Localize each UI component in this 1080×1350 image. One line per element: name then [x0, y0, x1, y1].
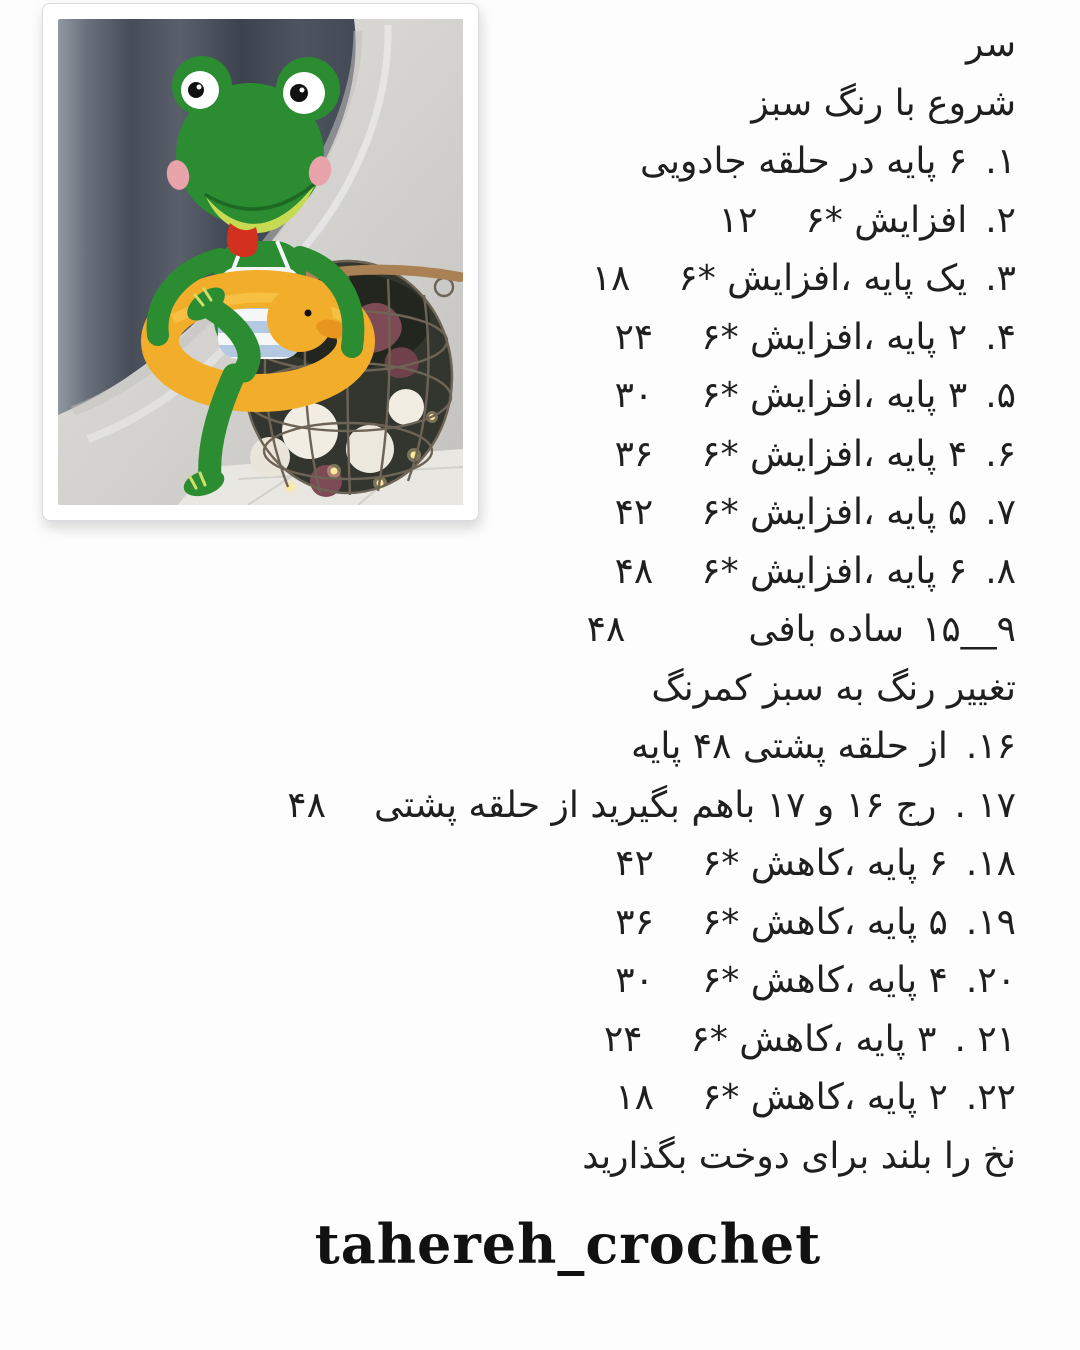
- row-count: ۱۸: [615, 1077, 654, 1118]
- row-text: ۵ پایه ،افزایش *۶: [701, 492, 968, 533]
- row-number: ۱۶.: [965, 726, 1016, 767]
- pattern-start-note: شروع با رنگ سبز: [751, 82, 1016, 124]
- row-number: ۲۰.: [965, 960, 1016, 1001]
- row-number: ۱.: [985, 141, 1016, 182]
- row-count: ۱۸: [591, 258, 631, 299]
- pattern-row: [186, 894, 1016, 953]
- row-text: ساده بافی: [748, 609, 904, 650]
- pattern-row: [186, 1069, 1016, 1128]
- row-text: ۲ پایه ،کاهش *۶: [701, 1077, 948, 1118]
- pattern-row: [186, 952, 1016, 1011]
- pattern-row: [186, 367, 1016, 426]
- row-number: ۶.: [985, 433, 1016, 475]
- row-number: ۱۷ .: [954, 784, 1016, 826]
- row-number: ۲.: [985, 199, 1016, 241]
- row-text: ۶ پایه ،کاهش *۶: [701, 843, 948, 884]
- row-text: ۳ پایه ،کاهش *۶: [690, 1018, 937, 1060]
- pattern-row: [186, 250, 1016, 309]
- row-number: ۱۹.: [965, 901, 1016, 943]
- row-text: رج ۱۶ و ۱۷ باهم بگیرید از حلقه پشتی: [373, 784, 937, 826]
- row-text: از حلقه پشتی ۴۸ پایه: [631, 726, 948, 767]
- pattern-row: [186, 426, 1016, 485]
- row-text: ۶ پایه در حلقه جادویی: [640, 141, 968, 182]
- row-count: ۴۲: [615, 843, 654, 884]
- pattern-row: [186, 192, 1016, 251]
- row-count: ۴۸: [614, 550, 654, 592]
- row-text: ۳ پایه ،افزایش *۶: [701, 375, 968, 416]
- row-count: ۳۶: [614, 433, 654, 475]
- row-text: ۴ پایه ،افزایش *۶: [701, 433, 968, 475]
- row-count: ۱۲: [718, 199, 758, 241]
- row-number: ۴.: [985, 316, 1016, 358]
- row-text: ۶ پایه ،افزایش *۶: [701, 550, 968, 592]
- pattern-row: [186, 309, 1016, 368]
- row-count: ۲۴: [603, 1018, 643, 1060]
- row-number: ۸.: [985, 550, 1016, 592]
- row-number: ۳.: [985, 258, 1016, 299]
- row-number: ۲۱ .: [954, 1018, 1016, 1060]
- row-count: ۳۶: [615, 901, 654, 943]
- row-text: ۵ پایه ،کاهش *۶: [701, 901, 948, 943]
- row-text: ۴ پایه ،کاهش *۶: [701, 960, 948, 1001]
- row-number: ۱۸.: [965, 843, 1016, 884]
- pattern-row: [186, 835, 1016, 894]
- row-number: ۷.: [985, 492, 1016, 533]
- pattern-row: [186, 543, 1016, 602]
- pattern-row: [186, 601, 1016, 660]
- pattern-row: [186, 1011, 1016, 1070]
- row-text: ۲ پایه ،افزایش *۶: [701, 316, 968, 358]
- author-signature: tahereh_crochet: [314, 1212, 822, 1276]
- finishing-note: نخ را بلند برای دوخت بگذارید: [582, 1135, 1016, 1177]
- row-count: ۴۸: [287, 784, 326, 826]
- pattern-text-block: [186, 16, 1016, 1186]
- pattern-row: [186, 133, 1016, 192]
- row-text: یک پایه ،افزایش *۶: [678, 258, 968, 299]
- pattern-row: [186, 484, 1016, 543]
- row-count: ۴۲: [614, 492, 654, 533]
- row-number: ۲۲.: [965, 1077, 1016, 1118]
- color-change-note: تغییر رنگ به سبز کمرنگ: [651, 667, 1016, 709]
- row-text: افزایش *۶: [805, 199, 968, 241]
- pattern-row: [186, 718, 1016, 777]
- row-number: ۵.: [985, 375, 1016, 416]
- row-count: ۴۸: [586, 609, 626, 650]
- row-count: ۲۴: [614, 316, 654, 358]
- row-number: ۹__۱۵: [921, 609, 1016, 650]
- row-count: ۳۰: [615, 960, 654, 1001]
- pattern-row: [186, 777, 1016, 836]
- row-count: ۳۰: [614, 375, 654, 416]
- pattern-title: سر: [965, 24, 1016, 65]
